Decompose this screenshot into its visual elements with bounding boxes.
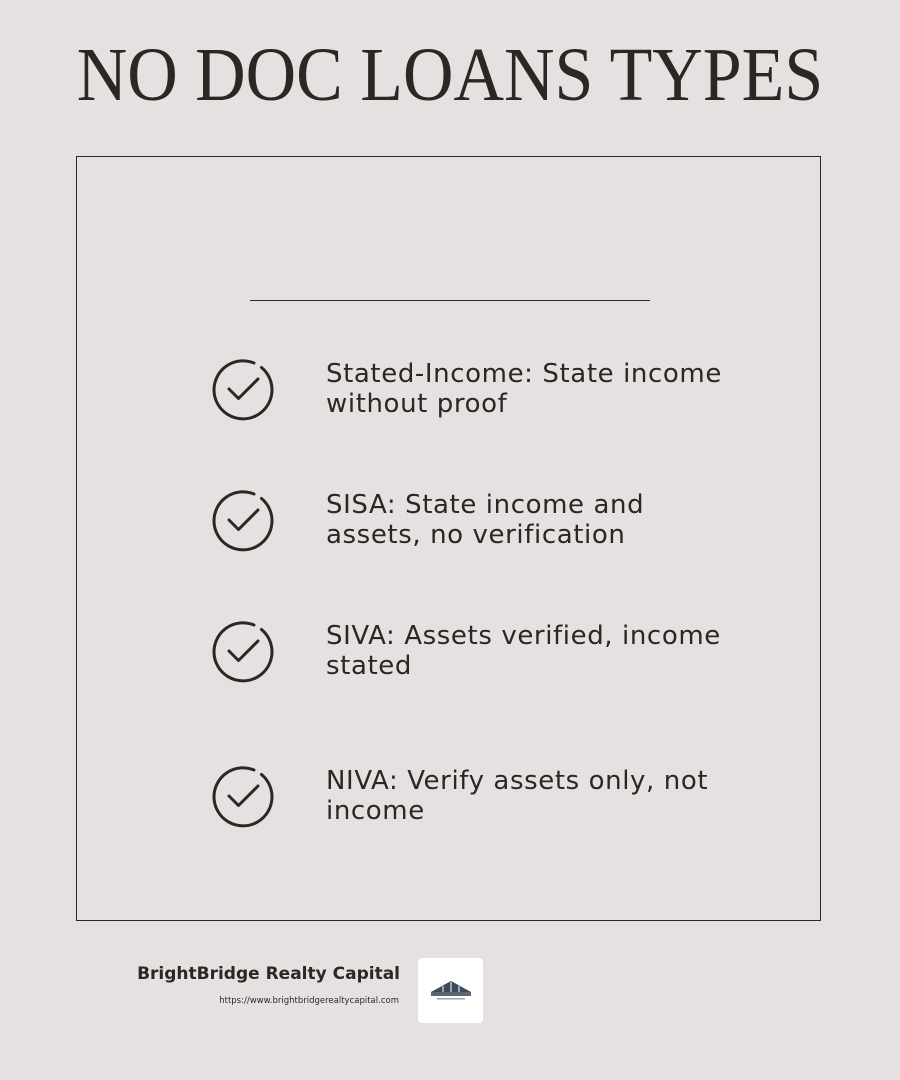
company-logo [418, 958, 483, 1023]
item-label: NIVA: Verify assets only, not income [326, 766, 709, 826]
list-item [210, 356, 750, 422]
page-title: NO DOC LOANS TYPES [76, 33, 824, 117]
item-label: SISA: State income and assets, no verification [326, 490, 645, 550]
list-item [210, 487, 750, 553]
company-name: BrightBridge Realty Capital [137, 964, 400, 984]
company-url[interactable]: https://www.brightbridgerealtycapital.com [219, 996, 399, 1006]
list-item [210, 763, 750, 829]
check-circle-icon [210, 487, 276, 553]
list-item [210, 618, 750, 684]
check-circle-icon [210, 763, 276, 829]
item-label: Stated-Income: State income without proof [326, 359, 722, 419]
divider-line [250, 300, 650, 301]
item-label: SIVA: Assets verified, income stated [326, 621, 721, 681]
check-circle-icon [210, 356, 276, 422]
brightbridge-logo-icon [427, 978, 475, 1004]
check-circle-icon [210, 618, 276, 684]
